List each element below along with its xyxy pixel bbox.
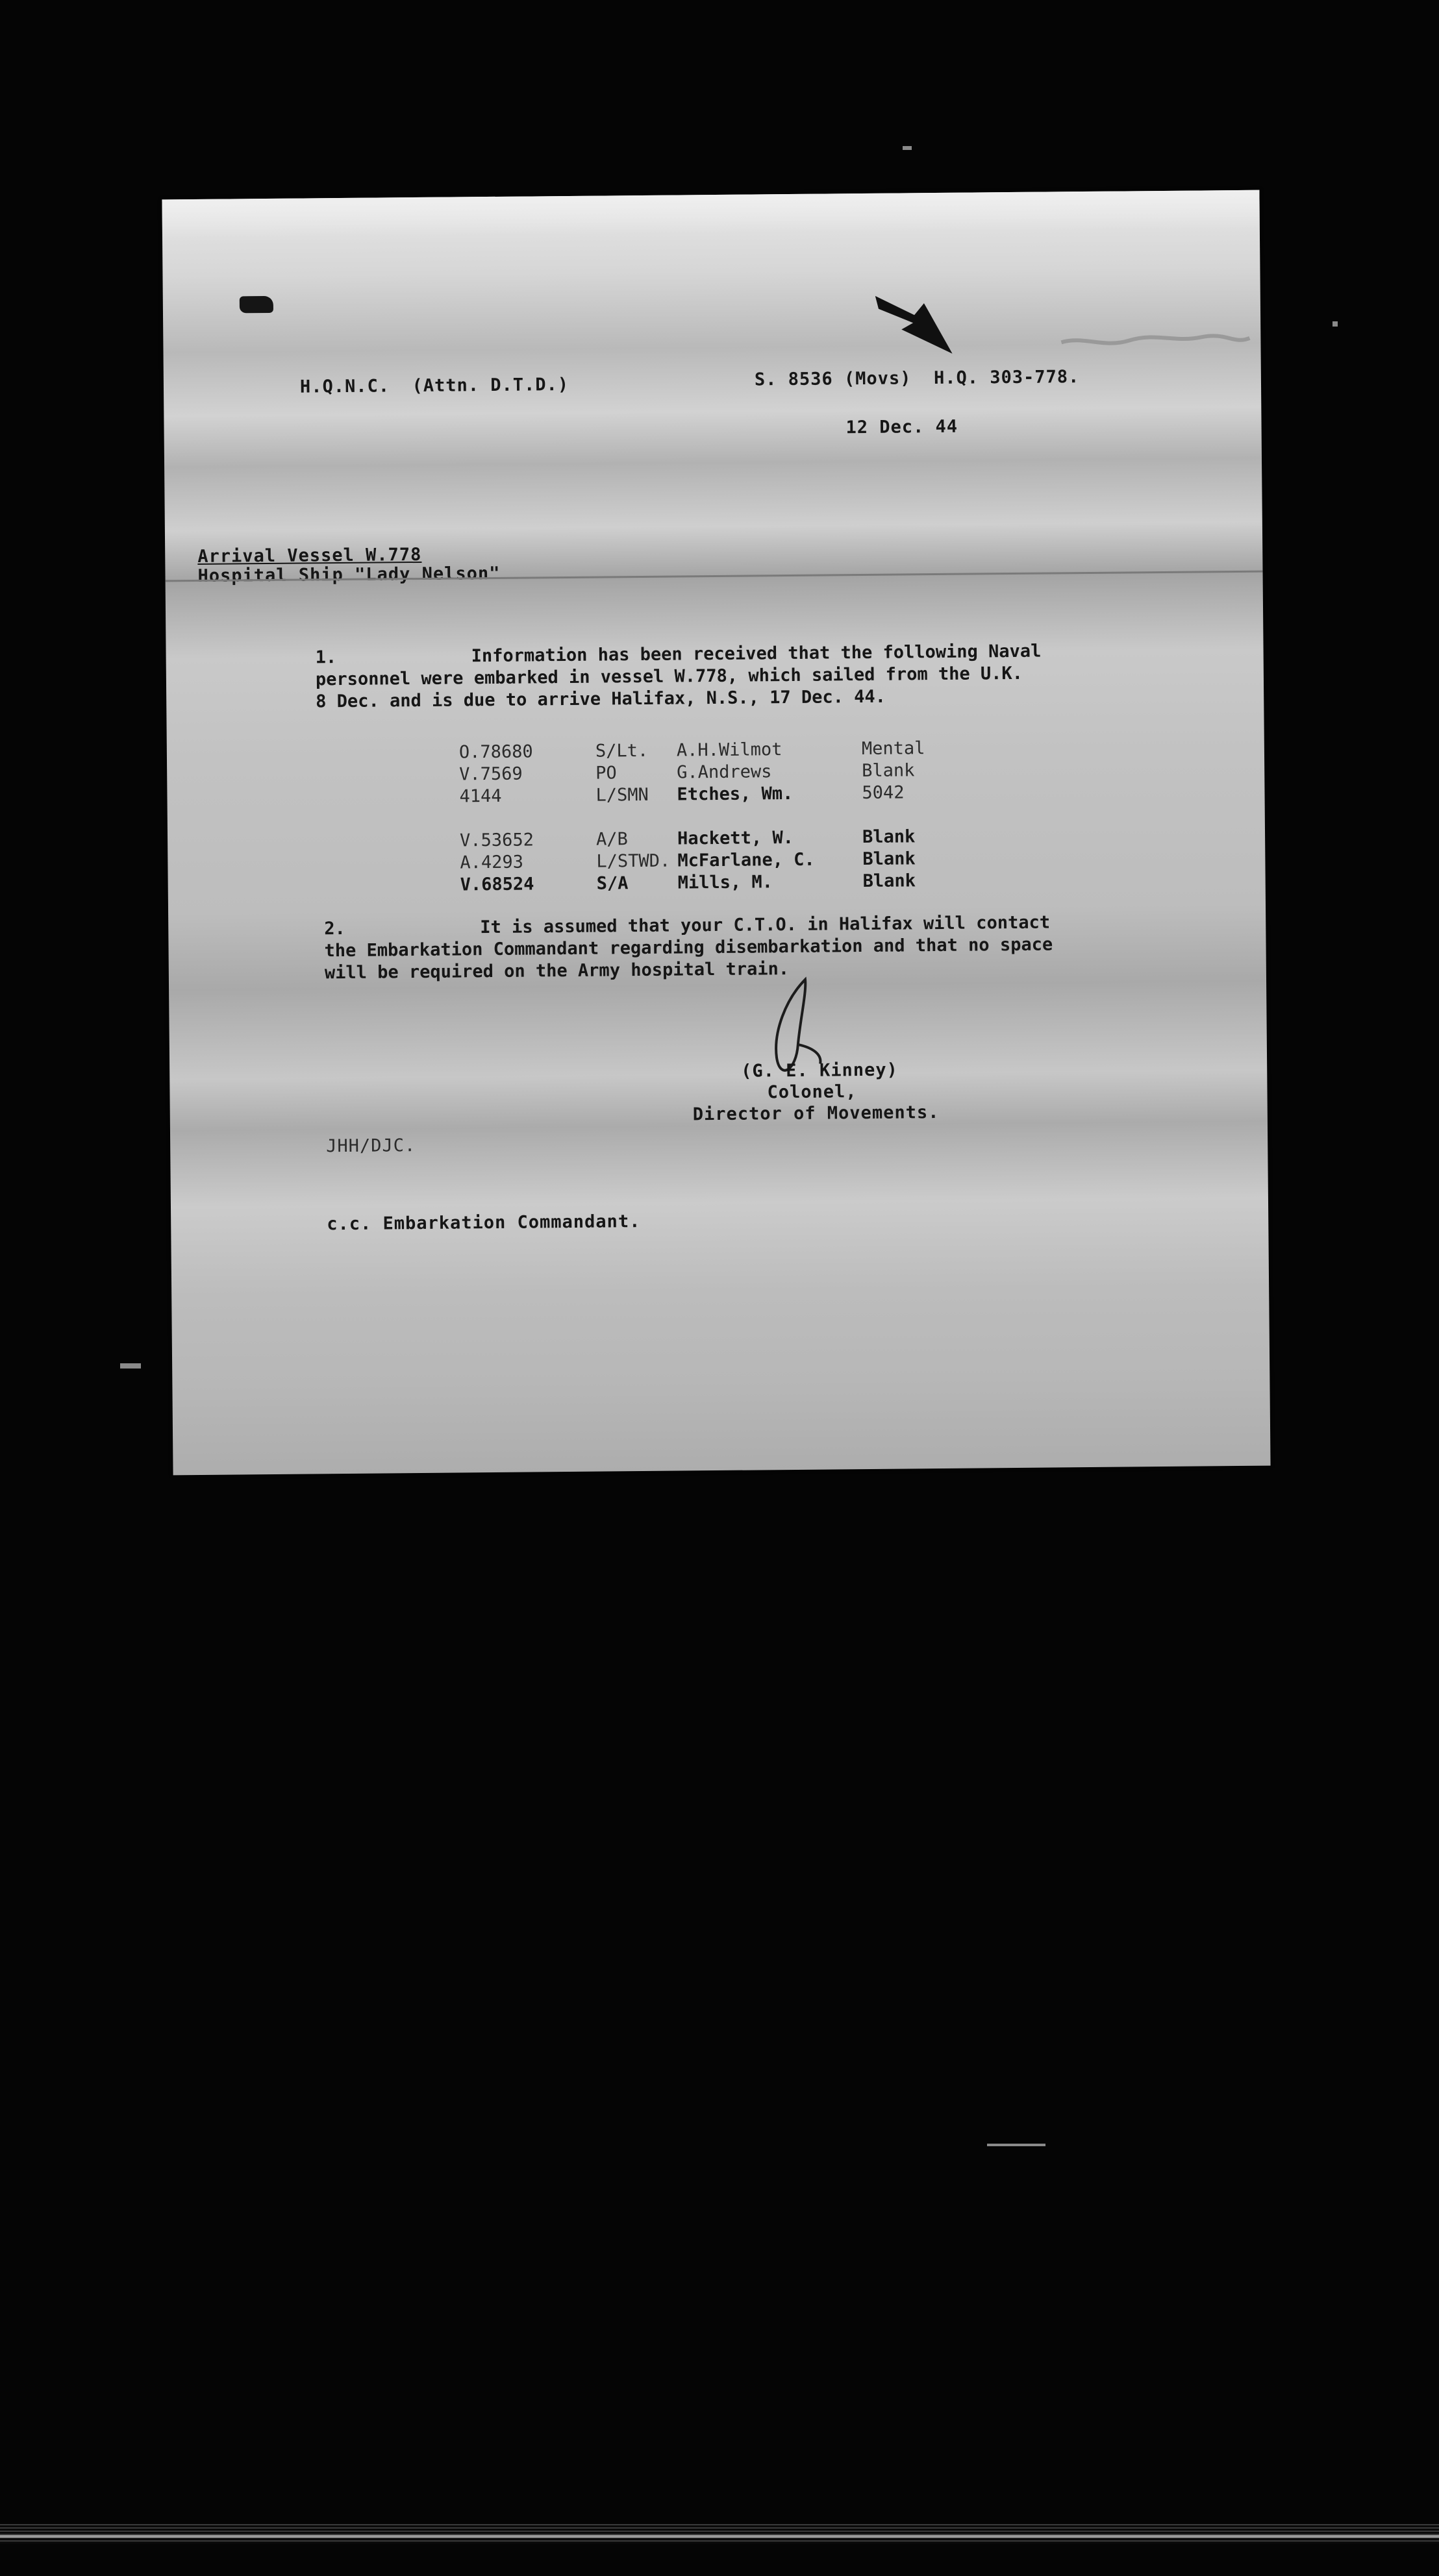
roster-rank: L/STWD. <box>596 850 671 872</box>
para2-line-3: will be required on the Army hospital train. <box>324 959 790 984</box>
signatory-title: Director of Movements. <box>692 1102 940 1125</box>
scanned-memo-page <box>162 190 1270 1476</box>
scan-speck <box>987 2144 1045 2146</box>
para1-line-1: Information has been received that the following Naval <box>471 641 1042 667</box>
para2-number: 2. <box>324 918 345 939</box>
signatory-rank: Colonel, <box>767 1082 857 1103</box>
header-addressee: H.Q.N.C. (Attn. D.T.D.) <box>299 374 569 397</box>
header-file-reference: S. 8536 (Movs) H.Q. 303-778. <box>754 367 1080 390</box>
scan-speck <box>903 146 912 150</box>
para2-line-1: It is assumed that your C.T.O. in Halifax will contact <box>480 912 1051 938</box>
subject-line-1: Arrival Vessel W.778 <box>197 544 422 567</box>
roster-name: McFarlane, C. <box>677 849 815 871</box>
memo-date: 12 Dec. 44 <box>845 416 958 438</box>
roster-remark: Mental <box>861 738 925 760</box>
edge-handwriting-mark <box>1058 328 1253 356</box>
para1-number: 1. <box>315 647 337 668</box>
roster-number: O.78680 <box>458 741 533 763</box>
roster-number: V.68524 <box>460 874 534 895</box>
roster-number: V.53652 <box>459 830 534 851</box>
roster-name: G.Andrews <box>677 762 772 783</box>
para1-line-2: personnel were embarked in vessel W.778, which sailed from the U.K. <box>315 663 1023 690</box>
roster-number: V.7569 <box>459 763 523 785</box>
roster-number: A.4293 <box>460 852 524 873</box>
para1-line-3: 8 Dec. and is due to arrive Halifax, N.S., 17 Dec. 44. <box>316 686 886 712</box>
typist-initials: JHH/DJC. <box>326 1135 416 1157</box>
roster-name: Etches, Wm. <box>677 783 794 805</box>
roster-rank: L/SMN <box>595 784 649 806</box>
roster-remark: 5042 <box>862 782 905 804</box>
carbon-copy-line: c.c. Embarkation Commandant. <box>327 1211 641 1235</box>
roster-remark: Blank <box>862 760 915 782</box>
roster-name: Hackett, W. <box>677 827 794 849</box>
scan-edge-lines <box>0 2524 1439 2544</box>
roster-name: Mills, M. <box>677 872 773 893</box>
page-top-shade <box>162 190 1259 239</box>
scan-speck <box>120 1363 141 1368</box>
roster-name: A.H.Wilmot <box>676 739 782 761</box>
signatory-name: (G. E. Kinney) <box>741 1059 898 1082</box>
roster-rank: S/Lt. <box>595 740 649 762</box>
roster-rank: PO <box>595 763 617 784</box>
roster-remark: Blank <box>862 848 916 870</box>
punch-mark <box>240 296 273 313</box>
roster-number: 4144 <box>459 786 502 807</box>
roster-rank: A/B <box>595 829 629 850</box>
subject-line-2: Hospital Ship "Lady Nelson" <box>197 563 501 586</box>
arrow-stamp-icon <box>875 289 960 367</box>
para2-line-2: the Embarkation Commandant regarding disembarkation and that no space <box>324 934 1053 961</box>
roster-remark: Blank <box>862 871 916 892</box>
roster-remark: Blank <box>862 826 916 848</box>
scan-edge-highlight <box>0 2535 1439 2538</box>
roster-rank: S/A <box>596 873 629 894</box>
scan-speck <box>1333 321 1338 327</box>
